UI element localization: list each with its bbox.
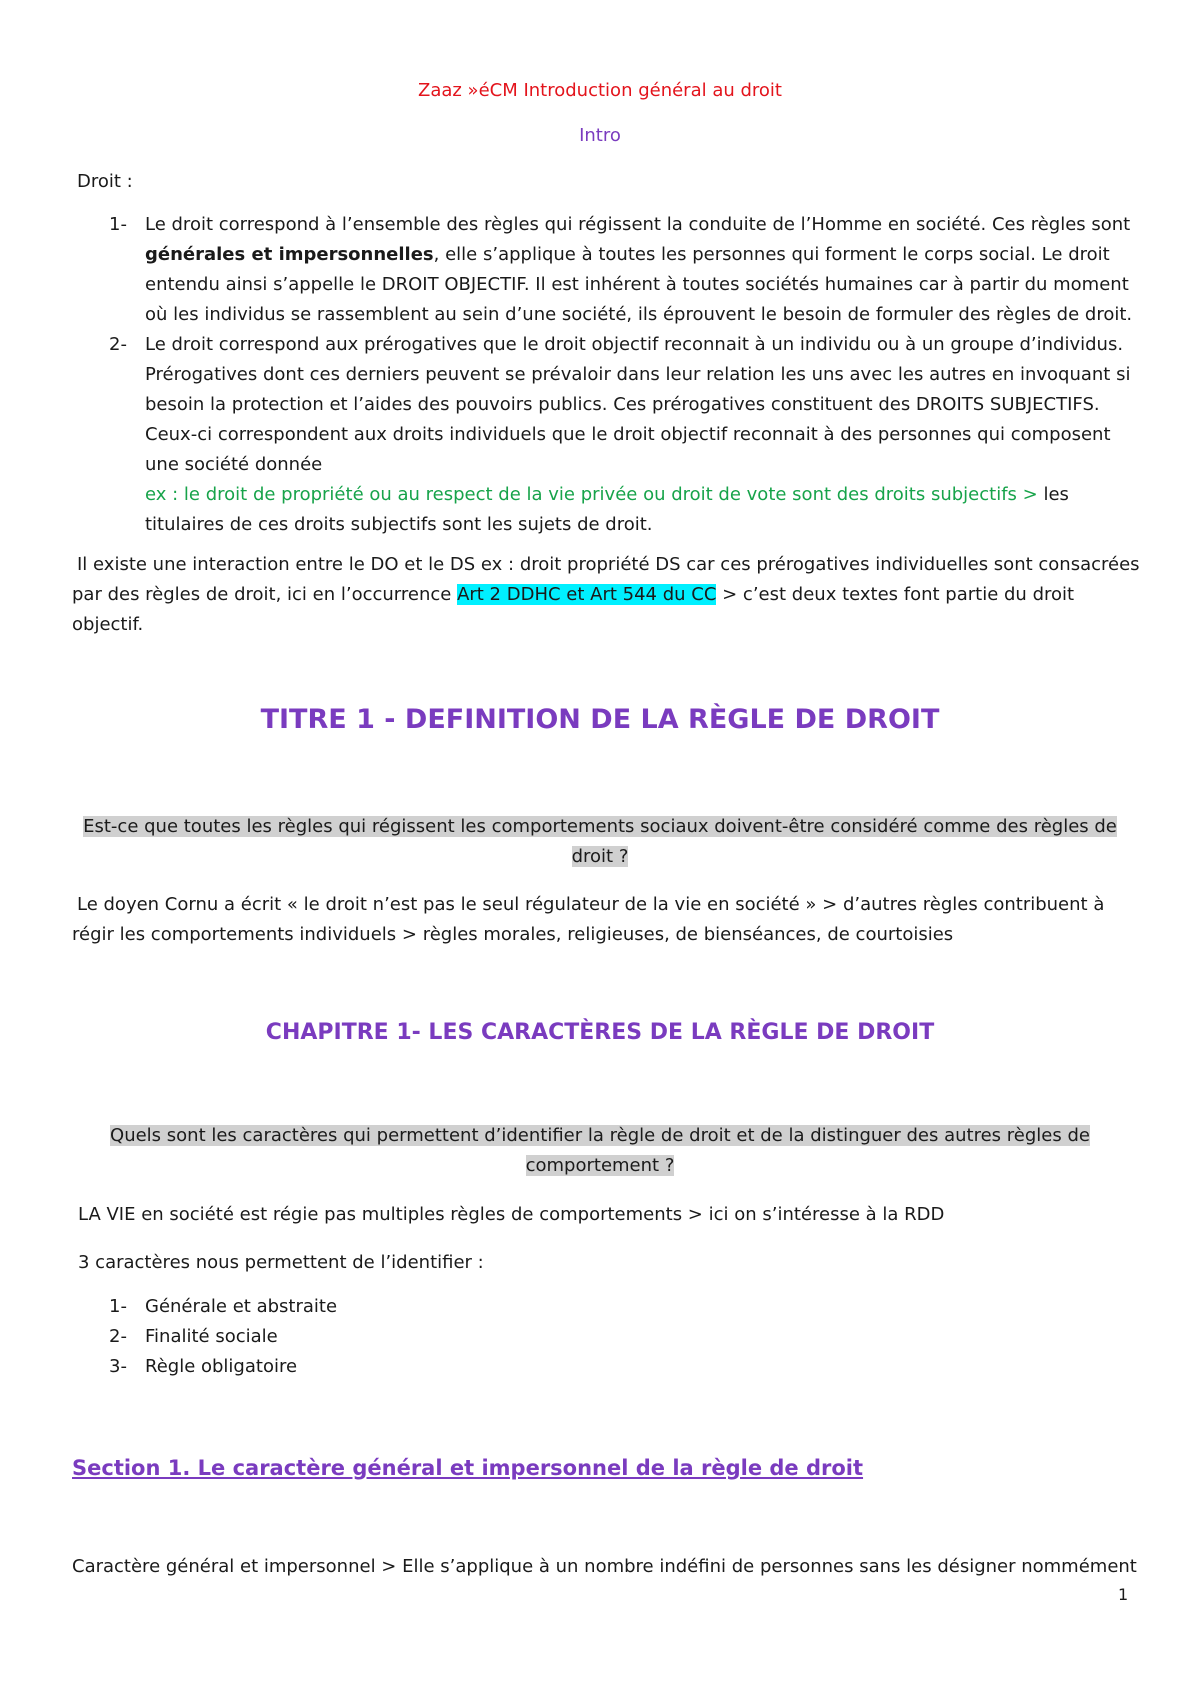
droit-definitions-list: [77, 210, 1137, 540]
example-text: ex : le droit de propriété ou au respect de la vie privée ou droit de vote sont des droits subjectifs >: [145, 484, 1038, 505]
caracteres-list: [77, 1292, 337, 1382]
droit-label: Droit :: [77, 171, 133, 192]
question-1-text: Est-ce que toutes les règles qui régissent les comportements sociaux doivent-être considéré comme des règles de droit ?: [83, 816, 1117, 867]
interaction-paragraph: [72, 550, 1142, 640]
caractere-paragraph: Caractère général et impersonnel > Elle s’applique à un nombre indéfini de personnes sans les désigner nommément: [72, 1556, 1137, 1577]
cornu-paragraph: Le doyen Cornu a écrit « le droit n’est pas le seul régulateur de la vie en société » > d’autres règles contribuent à régir les comportements individuels > règles morales, religieuses, de bienséances, de courtoisies: [72, 894, 1105, 945]
highlighted-reference: Art 2 DDHC et Art 544 du CC: [457, 584, 717, 605]
intro-heading: Intro: [579, 125, 621, 146]
list-number: 2-: [109, 334, 127, 355]
list-text: les titulaires de ces droits subjectifs sont les sujets de droit.: [145, 484, 1069, 535]
list-number: 1-: [109, 214, 127, 235]
list-item: [77, 1352, 337, 1382]
list-text: Générale et abstraite: [145, 1296, 338, 1317]
document-title: Zaaz »éCM Introduction général au droit: [418, 80, 782, 101]
list-number: 3-: [109, 1356, 127, 1377]
titre-1-heading: TITRE 1 - DEFINITION DE LA RÈGLE DE DROIT: [260, 704, 940, 735]
list-number: 1-: [109, 1296, 127, 1317]
paragraph-text: Il existe une interaction entre le DO et le DS ex : droit propriété DS car ces prérogatives individuelles sont consacrées par des règles de droit, ici en l’occurrence: [72, 554, 1140, 605]
list-text: Règle obligatoire: [145, 1356, 298, 1377]
list-text: Finalité sociale: [145, 1326, 278, 1347]
paragraph-text: > c’est deux textes font partie du droit objectif.: [72, 584, 1075, 635]
section-1-heading: Section 1. Le caractère général et impersonnel de la règle de droit: [72, 1456, 864, 1480]
question-2: [80, 1121, 1120, 1181]
trois-caracteres-paragraph: 3 caractères nous permettent de l’identifier :: [78, 1252, 484, 1273]
question-1: [80, 812, 1120, 872]
list-item: [77, 1322, 337, 1352]
list-text: Le droit correspond aux prérogatives que le droit objectif reconnait à un individu ou à un groupe d’individus. Prérogatives dont ces derniers peuvent se prévaloir dans leur relation les uns avec les autres en invoquant si besoin la protection et l’aides des pouvoirs publics. Ces prérogatives constituent des DROITS SUBJECTIFS. Ceux-ci correspondent aux droits individuels que le droit objectif reconnait à des personnes qui composent une société donnée: [145, 334, 1131, 475]
vie-paragraph: LA VIE en société est régie pas multiples règles de comportements > ici on s’intéresse à la RDD: [78, 1204, 945, 1225]
list-item: [77, 210, 1137, 330]
list-text: , elle s’applique à toutes les personnes qui forment le corps social. Le droit entendu ainsi s’appelle le DROIT OBJECTIF. Il est inhérent à toutes sociétés humaines car à partir du moment où les individus se rassemblent au sein d’une société, ils éprouvent le besoin de formuler des règles de droit.: [145, 244, 1133, 325]
question-2-text: Quels sont les caractères qui permettent d’identifier la règle de droit et de la distinguer des autres règles de comportement ?: [110, 1125, 1090, 1176]
list-item: [77, 1292, 337, 1322]
list-item: [77, 330, 1137, 540]
page-number: 1: [1118, 1585, 1129, 1604]
list-text: Le droit correspond à l’ensemble des règles qui régissent la conduite de l’Homme en société. Ces règles sont: [145, 214, 1131, 235]
chapitre-1-heading: CHAPITRE 1- LES CARACTÈRES DE LA RÈGLE DE DROIT: [265, 1020, 935, 1045]
list-text-bold: générales et impersonnelles: [145, 244, 434, 265]
list-number: 2-: [109, 1326, 127, 1347]
